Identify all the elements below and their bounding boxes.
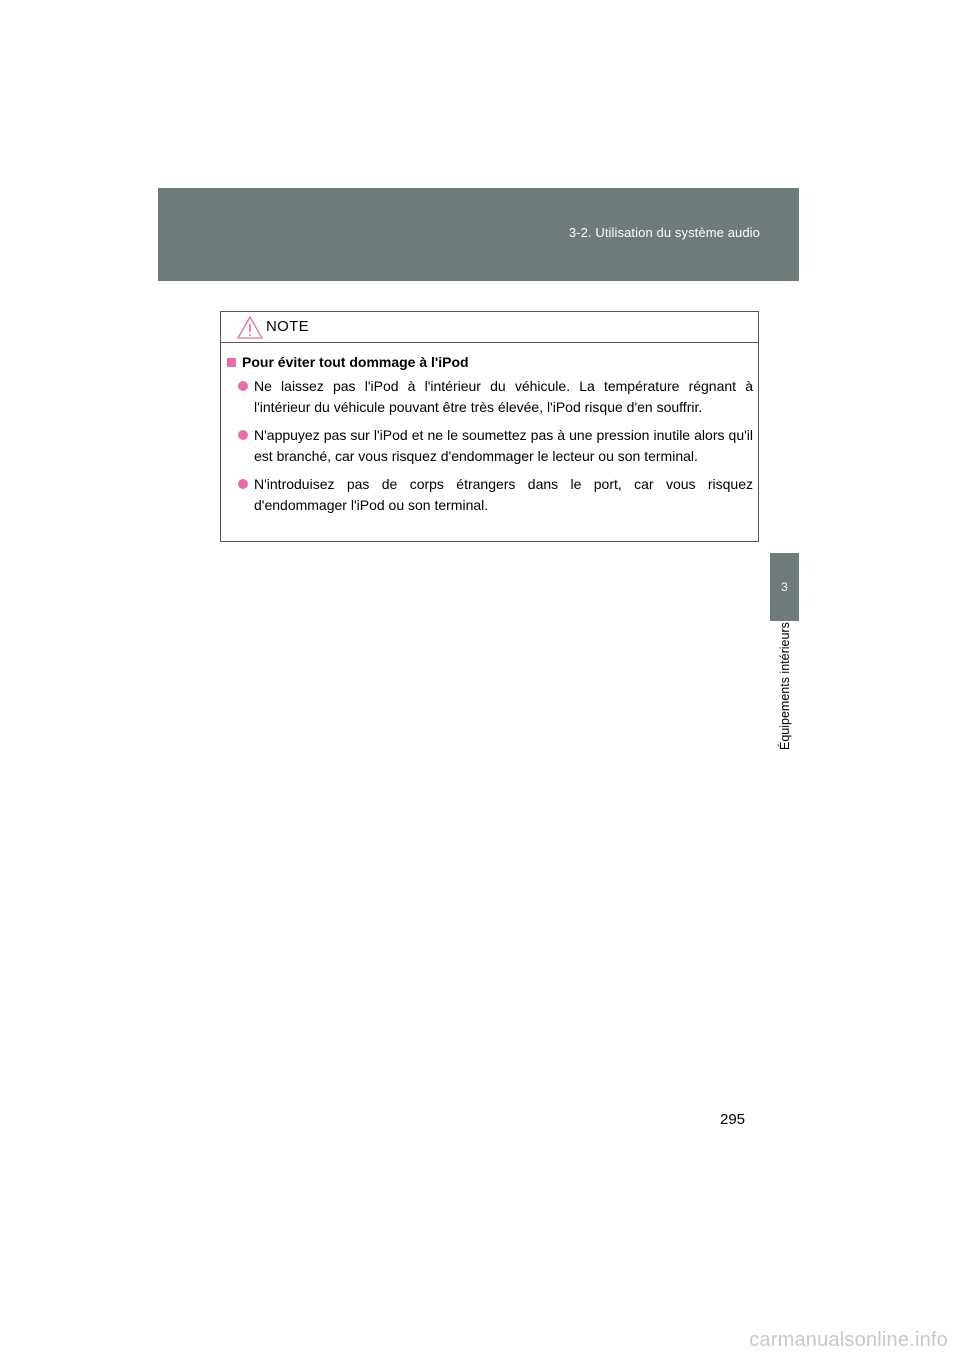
round-bullet-icon [238, 381, 248, 391]
header-band [158, 188, 799, 281]
warning-icon [237, 316, 263, 339]
list-item-text: Ne laissez pas l'iPod à l'intérieur du véhicule. La température régnant à l'intérieur du véhicule pouvant être très élevée, l'iPod risque d'en souffrir. [254, 378, 753, 415]
round-bullet-icon [238, 479, 248, 489]
list-item-text: N'introduisez pas de corps étrangers dans le port, car vous risquez d'endommager l'iPod ou son terminal. [254, 476, 753, 513]
list-item [226, 474, 753, 516]
note-box [220, 311, 759, 542]
page-number: 295 [720, 1111, 746, 1128]
note-body [221, 343, 758, 516]
watermark: carmanualsonline.info [749, 1329, 948, 1351]
note-section-title [226, 354, 753, 370]
note-section-title-text: Pour éviter tout dommage à l'iPod [242, 354, 469, 370]
chapter-label [770, 622, 799, 792]
chapter-label-text: Équipements intérieurs [777, 622, 792, 750]
section-title: 3-2. Utilisation du système audio [568, 225, 760, 240]
chapter-number: 3 [781, 580, 788, 594]
chapter-tab [770, 553, 799, 621]
list-item [226, 376, 753, 418]
round-bullet-icon [238, 430, 248, 440]
note-label: NOTE [266, 318, 309, 335]
list-item-text: N'appuyez pas sur l'iPod et ne le soumettez pas à une pression inutile alors qu'il est branché, car vous risquez d'endommager le lecteur ou son terminal. [254, 427, 753, 464]
note-header [221, 312, 758, 343]
square-bullet-icon [227, 358, 236, 367]
list-item [226, 425, 753, 467]
